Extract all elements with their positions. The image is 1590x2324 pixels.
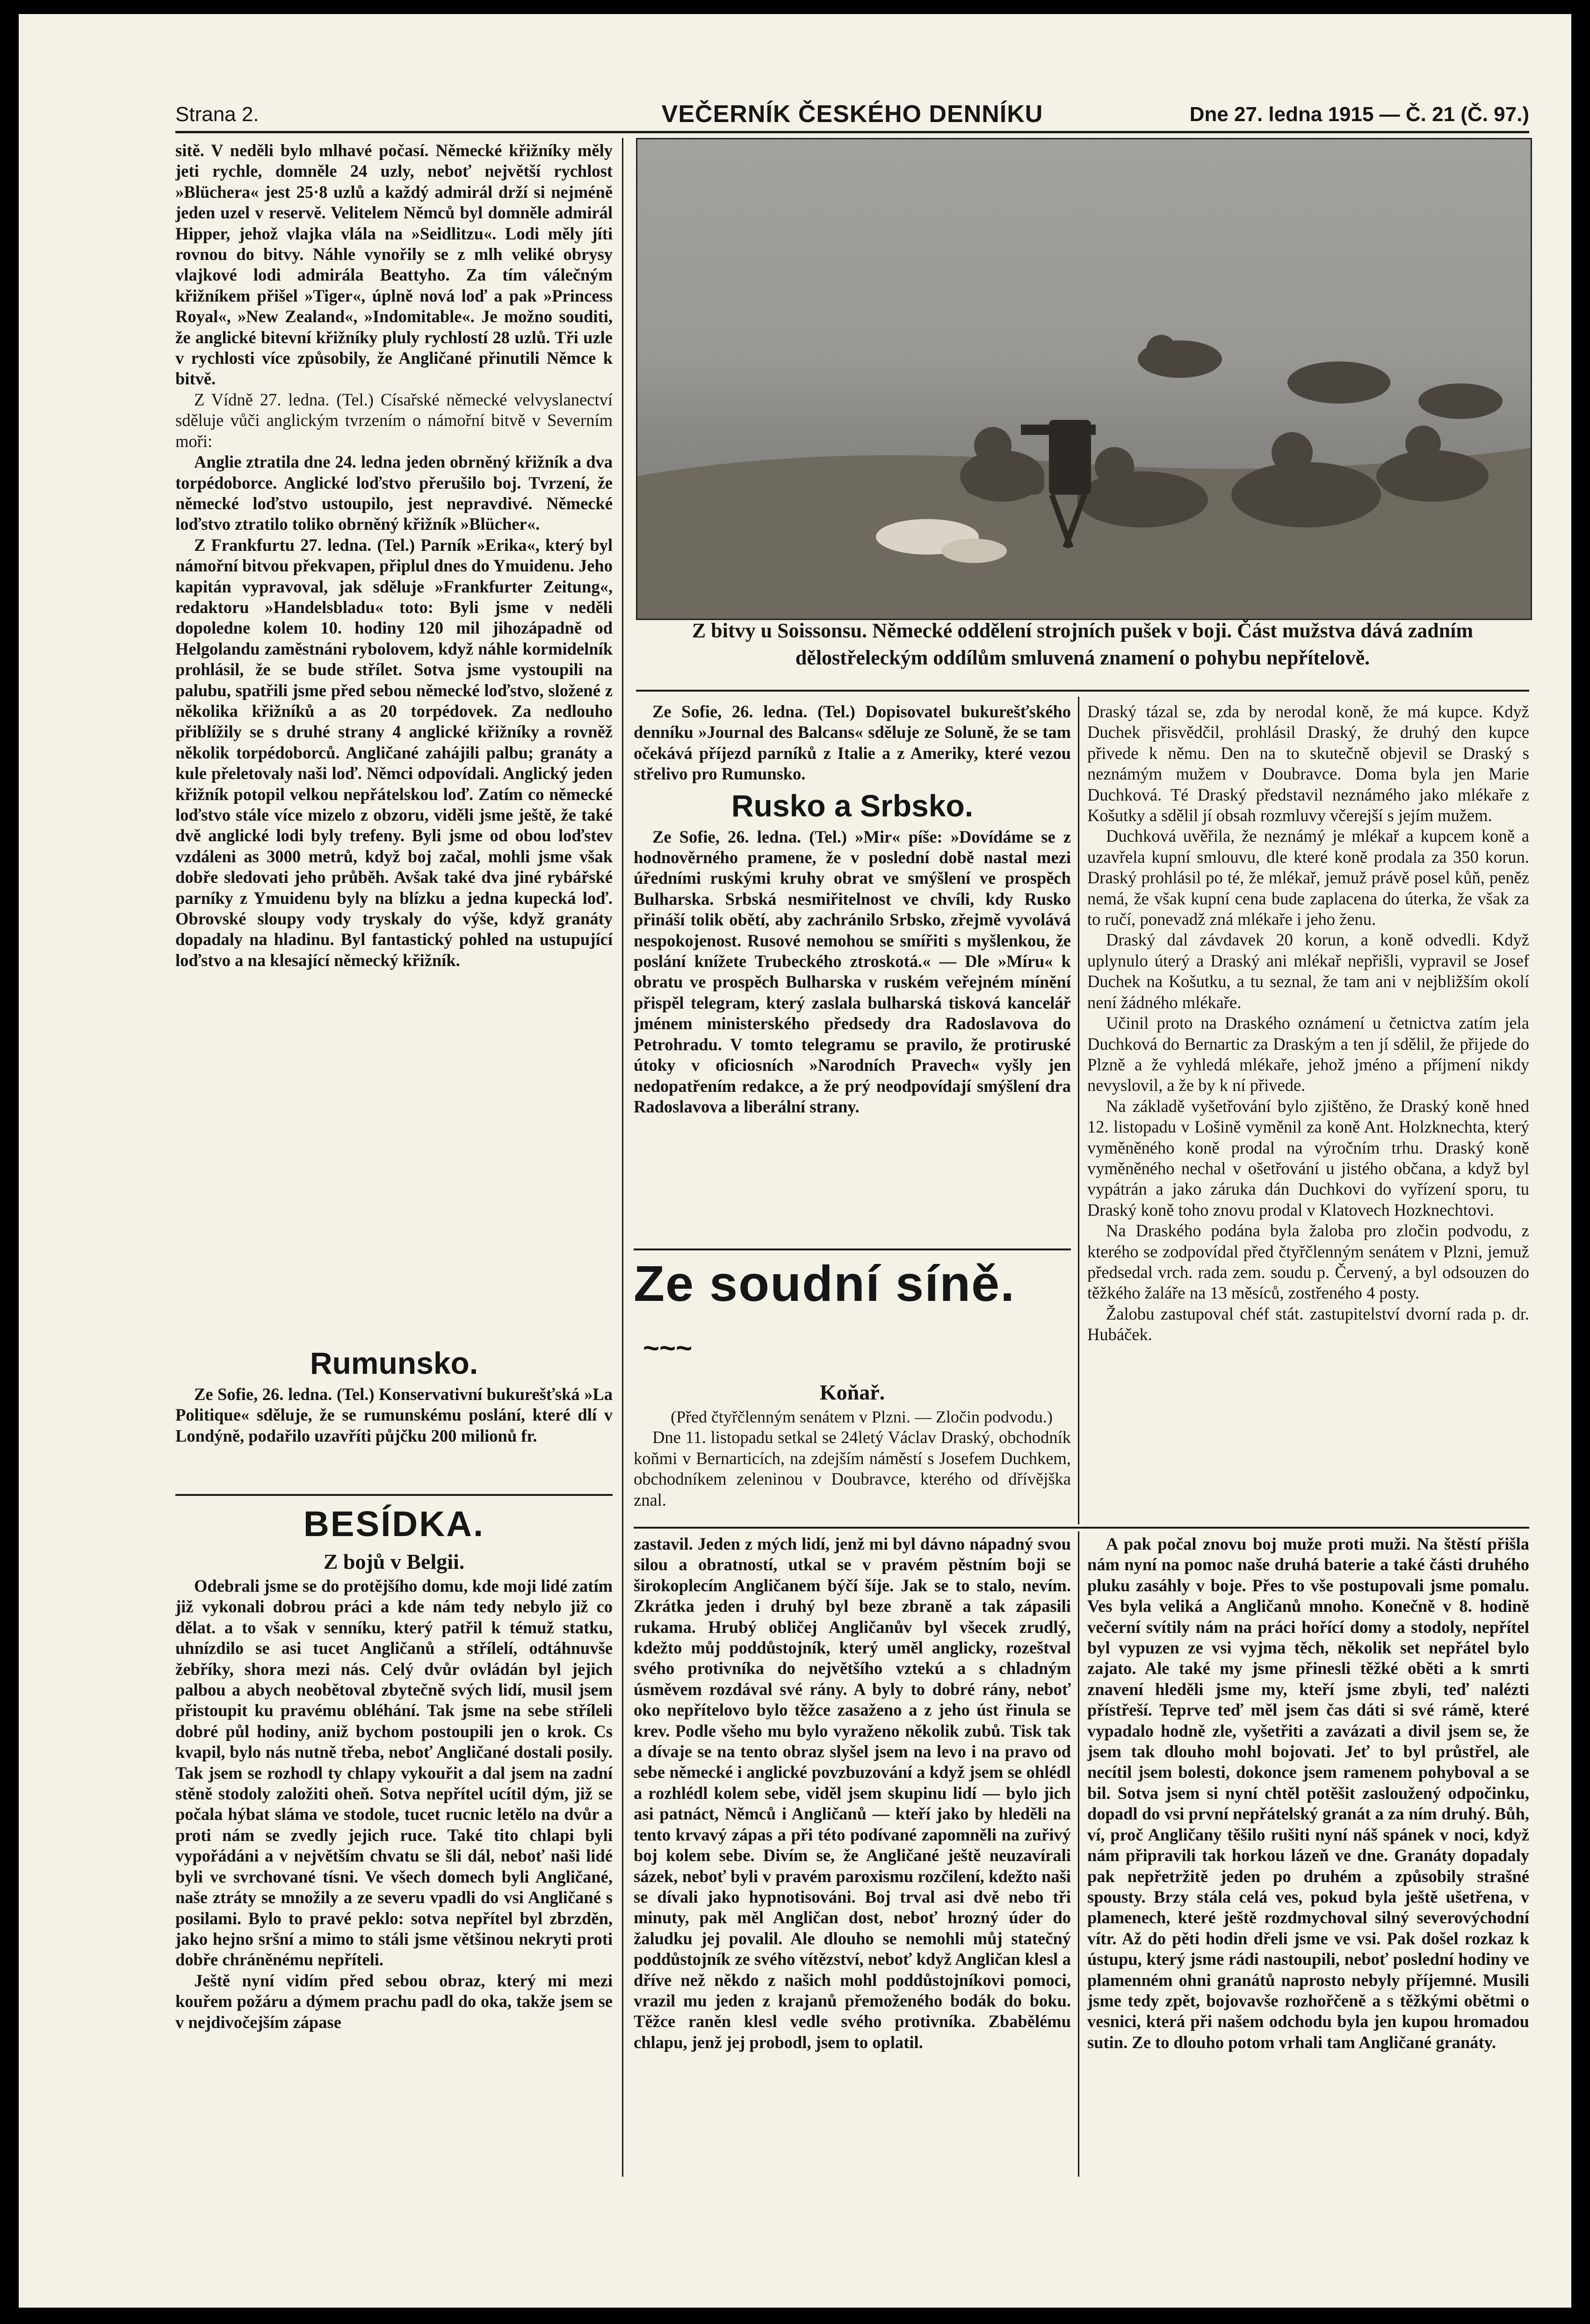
naval-report: sitě. V neděli bylo mlhavé počasí. Německé křižníky měly jeti rychle, domněle 24 uzly, neboť největší rychlost »Blüchera« jest 25·8 uzlů a každý admirál drží si nejméně jeden uzel v reservě. Velitelem Němců byl domněle admirál Hipper, jehož vlajka vlála na »Seidlitzu«. Lodi měly jíti rovnou do bitvy. Náhle vynořily se z mlh veliké obrysy vlajkové lodi admirála Beattyho. Za tím válečným křižníkem přišel »Tiger«, úplně nová loď a pak »Princess Royal«, »New Zealand«, »Indomitable«. Je možno souditi, že anglické bitevní křižníky pluly rychlostí 28 uzlů. Tři uzle v rychlosti více způsobily, že Angličané přinutili Němce k bitvě. [175, 141, 613, 389]
feuilleton-middle [634, 1534, 1071, 2174]
column-rule [1078, 697, 1079, 1524]
photo-caption [636, 617, 1529, 671]
page-header [175, 94, 1529, 133]
sofia-dispatch: Ze Sofie, 26. ledna. (Tel.) Dopisovatel bukurešťského denníku »Journal des Balcans« sděluje ze Soluně, že se tam očekává příjezd parníků z Italie a z Ameriky, které vezou střelivo pro Rumunsko. [634, 702, 1071, 784]
divider [634, 1249, 1071, 1250]
court-heading-text: Ze soudní síně. [634, 1255, 1016, 1312]
machine-gun-squad-image [637, 139, 1531, 619]
court-story-2: Duchková uvěřila, že neznámý je mlékař a kupcem koně a uzavřela kupní smlouvu, dle které koně prodala za 350 korun. Draský prohlásil po té, že mlékař, jemuž právě posel kůň, peněz nemá, že však kupní cena bude zaplacena do úterka, že však za to ručí, ponevadž zná mlékaře i jeho ženu. [1087, 826, 1529, 929]
feuilleton-cont-1: zastavil. Jeden z mých lidí, jenž mi byl dávno nápadný svou silou a obratností, utkal se v pravém pěstním boji se širokoplecím Angličanem býčí šíje. Jak se to stalo, nevím. Zkrátka jeden i druhý byl beze zbraně a tak zápasili rukama. Hrubý obličej Angličanův byl všecek zrudlý, kdežto můj poddůstojník, který uměl anglicky, rozeštval svého protivníka do největšího vztekú a s chladným úsměvem rozdával své rány. A byly to dobré rány, neboť oko nepřítelovo bylo těžce zasaženo a z jeho úst řinula se krev. Podle všeho mu bylo vyraženo několik zubů. Tisk tak a dívaje se na tento obraz slyšel jsem na levo i na pravo od sebe německé i anglické povzbuzování a když jsem se ohlédl a rozhlédl kolem sebe, viděl jsem skupinu lidí — bylo jich asi patnáct, Němců i Angličanů — kteří jako by hleděli na tento krvavý zápas a při této podívané zapomněli na zuřivý boj kolem sebe. Divím se, že Angličané ještě neuzavírali sázek, neboť byli v pravém paroxismu rozčilení, kdežto naši se dívali jako hypnotisováni. Boj trval asi dvě nebo tři minuty, pak měl Angličan dost, neboť hrozný úder do žaludku jej povalil. Ale dlouho se nemohli můj statečný poddůstojník ze svého vítězství, neboť když Angličan klesl a dříve než někdo z našich mohl poddůstojníkovi pomoci, vrazil mu jeden z krajanů přemoženého bodák do boku. Těžce raněn klesl vedle svého protivníka. Zbabělému chlapu, jenž jej probodl, jsem to oplatil. [634, 1534, 1071, 2052]
besidka-section [175, 1501, 613, 2174]
besidka-story: Odebrali jsme se do protějšího domu, kde moji lidé zatím již vykonali dobrou práci a kde nám tedy nebylo již co dělat. a to však v senníku, který patřil k témuž statku, uhnízdilo se asi tucet Angličanů a střílelí, odtáhnuvše žebříky, shora mezi nás. Celý dvůr ovládán byl jejich palbou a abych neobětoval zbytečně svých lidí, musil jsem přistoupit ku pravému obléhání. Tak jsme na sebe stříleli dobré půl hodiny, aniž bychom postoupili jen o krok. Cs kvapil, bylo nás nutně třeba, neboť Angličané dostali posily. Tak jsem se rozhodl ty chlapy vykouřit a dal jsem na zadní stěně stodoly založiti oheň. Sotva nepřítel ucítil dým, již se počala hýbat sláma ve stodole, tucet rucnic letělo na dvůr a proti nám se zvedly jejich ruce. Také tito chlapi byli vypořádáni a v největším chvatu se šli dál, neboť naši lidé byli ve svrchované tísni. Ve všech domech byli Angličané, naše ztráty se množily a ze severu vpadli do vsi Angličané s posilami. Bylo to pravé peklo: sotva nepřítel byl zbrzděn, jako hejno sršní a mimo to stáli jsme většinou nekryti proti dobře chráněnému nepříteli. [175, 1576, 613, 1970]
divider [634, 1527, 1529, 1529]
column-rule [622, 138, 623, 2177]
konar-article: Dne 11. listopadu setkal se 24letý Václav Draský, obchodník koňmi v Bernarticích, na zdejším náměstí s Josefem Duchkem, obchodníkem zeleninou v Doubravce, kterého od dřívějška znal. [634, 1428, 1071, 1509]
divider [636, 690, 1529, 692]
caption-text: Německé oddělení strojních pušek v boji. Část mužstva dává zadním dělostřeleckým oddílům smluvená znamení o pohybu nepřítelově. [795, 619, 1474, 669]
vienna-dispatch: Z Vídně 27. ledna. (Tel.) Císařské německé velvyslanectví sděluje vůči anglickým tvrzením o námořní bitvě v Severním moři: [175, 390, 613, 451]
konar-note: (Před čtyřčlenným senátem v Plzni. — Zločin podvodu.) [671, 1407, 1053, 1427]
besidka-heading: BESÍDKA. [303, 1504, 485, 1544]
rumunsko-heading: Rumunsko. [310, 1346, 478, 1380]
rumunsko-section [175, 1342, 613, 1496]
issue-date: Dne 27. ledna 1915 — Č. 21 (Č. 97.) [1189, 103, 1529, 126]
court-story-1: Draský tázal se, zda by nerodal koně, že má kupce. Když Duchek přisvědčil, prohlásil Draský, že druhý den kupce přivede k němu. Den na to skutečně objevil se Draský s neznámým mužem v Doubravce. Doma byla jen Marie Duchková. Té Draský představil neznámého jako mlékaře z Košutky a sdělil jí obsah rozmluvy včerejší s jejím mužem. [1087, 702, 1529, 825]
court-heading [634, 1253, 1071, 1379]
column-left [175, 140, 613, 1454]
rusko-article: Ze Sofie, 26. ledna. (Tel.) »Mir« píše: »Dovídáme se z hodnověrného pramene, že v poslední době nastal mezi úředními ruskými kruhy obrat ve smýšlení ve prospěch Bulharska. Srbská nesmiřitelnost ve chvíli, kdy Rusko přináší tolik obětí, aby zachránilo Srbsko, zřejmě vyvolává nespokojenost. Rusové nemohou se smířiti s myšlenkou, že poslání knížete Trubeckého ztroskotá.« — Dle »Míru« k obratu ve prospěch Bulharska v ruském veřejném mínění přispěl telegram, který zaslala bulharská tisková kancelář jménem ministerského předsedy dra Radoslavova do Petrohradu. V tomto telegramu se pravilo, že protiruské útoky v oficiosních »Narodních Pravech« vyšly jen nedopatřením redakce, a že prý neodpovídají smýšlení dra Radoslavova a liberální strany. [634, 827, 1071, 1116]
divider [175, 1494, 613, 1496]
frankfurt-dispatch: Z Frankfurtu 27. ledna. (Tel.) Parník »Erika«, který byl námořní bitvou překvapen, připlul dnes do Ymuidenu. Jeho kapitán vypravoval, jak sděluje »Frankfurter Zeitung«, redaktoru »Handelsbladu« toto: Byli jsme v neděli dopoledne kolem 10. hodiny 120 mil jihozápadně od Helgolandu zaměstnáni rybolovem, když náhle kormidelník prohlásil, že se bude střílet. Sotva jsme vystoupili na palubu, spatřili jsme před sebou německé loďstvo, složené z několika křižníků a as 20 torpédovek. Za nedlouho přiblížily se s druhé strany 4 anglické křižníky a rovněž několik torpédoborců. Angličané zahájili palbu; granáty a kule přeletovaly naši loď. Němci odpovídali. Anglický jeden křižník potopil velkou nepřátelskou loď. Zatím co německé loďstvo stále více mizelo z obzoru, viděli jsme ještě, že také dvě anglické lodi byly trefeny. Byli jsme od obou loďstev vzdáleni as 3000 metrů, když boj začal, mohli jsme však dobře sledovati jeho průběh. Avšak také dva jiné rybářské parníky z Ymuidenu byly na blízku a jedna kupecká loď. Obrovské sloupy vody tryskaly do výše, když granáty dopadaly na hladinu. Byl fantastický pohled na ustupující loďstvo a na klesající německý křižník. [175, 535, 613, 970]
feuilleton-cont-2: A pak počal znovu boj muže proti muži. Na štěstí přišla nám nyní na pomoc naše druhá baterie a také části druhého pluku zasáhly v boje. Přes to vše postupovali jsme pomalu. Ves byla veliká a Angličanů mnoho. Konečně v 8. hodině večerní svítily nám na práci hořící domy a stodoly, nepřítel byl vypuzen ze vsi vyjma těch, několik set nepřátel bylo zajato. Ale také my jsme přinesli těžké oběti a k smrti znavení hleděli jsme my, kteří jsme zbyli, teď nalézti přístřeší. Teprve teď měl jsem čas dáti si své rámě, které vypadalo hodně zle, vyšetřiti a zavázati a divil jsem se, že jsem tak dlouho mohl bojovati. Jeť to byl průstřel, ale necítil jsem bolesti, dokonce jsem ramenem pohyboval a se bil. Sotva jsem si nyní chtěl potěšit zasloužený odpočinku, dopadl do vsi první nepřátelský granát a za ním druhý. Bůh, ví, proč Angličany těšilo rušiti nyní náš spánek v noci, když nám připravili tak horkou lázeň ve dne. Granáty dopadaly pak nepřetržitě jeden po druhém a způsobily strašné spousty. Brzy stála celá ves, pokud byla ještě ušetřena, v plamenech, které ještě rozdmychoval silný severovýchodní vítr. Až do pěti hodin dřeli jsme ve vsi. Pak došel rozkaz k ústupu, který jsme rádi nastoupili, neboť poslední hodiny ve plamenném ohni granátů naprosto nebyly příjemné. Musili jsme tedy zpět, bojovavše rozhořčeně a s těžkými obětmi o vesnici, která při našem odchodu byla jen kupou hromadou sutin. Ze to dlouho potom vrhali tam Angličané granáty. [1087, 1534, 1529, 2052]
column-rule [1078, 1531, 1079, 2177]
court-story-7: Žalobu zastupoval chéf stát. zastupitelství dvorní rada p. dr. Hubáček. [1087, 1304, 1529, 1344]
column-right [1087, 701, 1529, 1524]
page-number: Strana 2. [175, 103, 259, 126]
feuilleton-right [1087, 1534, 1529, 2174]
newspaper-page [19, 14, 1571, 2308]
vienna-statement: Anglie ztratila dne 24. ledna jeden obrněný křižník a dva torpédoborce. Anglické loďstvo přerušilo boj. Tvrzení, že německé loďstvo ustoupilo, jest nepravdivé. Německé loďstvo ztratilo toliko obrněný křižník »Blücher«. [175, 452, 613, 534]
besidka-subheading: Z bojů v Belgii. [323, 1550, 465, 1573]
rumunsko-article: Ze Sofie, 26. ledna. (Tel.) Konservativní bukurešťská »La Politique« sděluje, že se rumunskému poslání, které dlí v Londýně, podařilo uzavříti půjčku 200 milionů fr. [175, 1385, 613, 1445]
masthead: VEČERNÍK ČESKÉHO DENNÍKU [661, 101, 1043, 128]
court-section [634, 1253, 1071, 1524]
battle-photograph [636, 138, 1532, 620]
court-story-3: Draský dal závdavek 20 korun, a koně odvedli. Když uplynulo úterý a Draský ani mlékař nepřišli, vypravil se Josef Duchek na Košutku, a tu seznal, že tam ani v nejbližším okolí není žádného mlékaře. [1087, 930, 1529, 1012]
rusko-heading: Rusko a Srbsko. [731, 788, 974, 823]
konar-heading: Koňař. [819, 1380, 885, 1405]
caption-lead: Z bitvy u Soissonsu. [692, 619, 867, 642]
court-story-4: Učinil proto na Draského oznámení u četnictva zatím jela Duchková do Bernartic za Draským a ten jí sdělil, že přijede do Plzně a že vyhledá mlékaře, jehož jméno a příjmení nikdy nevyslovil, a že by k ní přivede. [1087, 1013, 1529, 1095]
besidka-story-cont: Ještě nyní vidím před sebou obraz, který mi mezi kouřem požáru a dýmem prachu padl do oka, takže jsem se v nejdivočejším zápase [175, 1970, 613, 2032]
court-story-6: Na Draského podána byla žaloba pro zločin podvodu, z kterého se zodpovídal před čtyřčlenným senátem v Plzni, jemuž předsedal vrch. rada zem. soudu p. Červený, a byl odsouzen do těžkého žaláře na 13 měsíců, zostřeného 4 posty. [1087, 1221, 1529, 1303]
ornament: ~~~ [643, 1332, 693, 1364]
court-story-5: Na základě vyšetřování bylo zjištěno, že Draský koně hned 12. listopadu v Lošině vyměnil za koně Ant. Holzknechta, který vyměněného koně prodal na výročním trhu. Draský koně vyměněného nechal v ošetřování u jistého občana, a když byl vypátrán a jako záruka dán Duchkovi do vyřízení sporu, tu Draský koně toho znovu prodal v Klatovech Hozknechtovi. [1087, 1096, 1529, 1220]
